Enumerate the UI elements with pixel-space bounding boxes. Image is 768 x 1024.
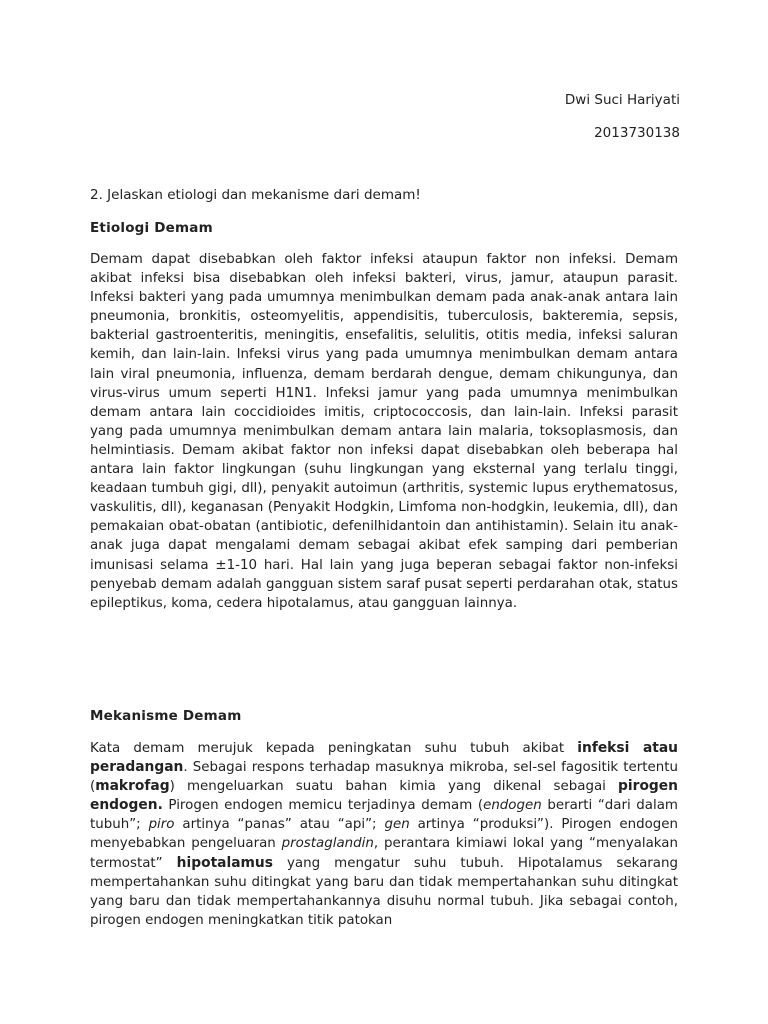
mekanisme-text: Kata demam merujuk kepada peningkatan suhu tubuh akibat bbox=[90, 741, 578, 756]
mekanisme-italic-piro: piro bbox=[148, 817, 175, 833]
mekanisme-text: artinya “produksi”). Pirogen endogen menyebabkan pengeluaran bbox=[90, 817, 679, 852]
mekanisme-italic-endogen: endogen bbox=[483, 798, 542, 814]
mekanisme-bold-pirogen: pirogen endogen. bbox=[90, 778, 678, 814]
student-id: 2013730138 bbox=[594, 125, 680, 141]
mekanisme-bold-hipotalamus: hipotalamus bbox=[176, 854, 273, 871]
author-name: Dwi Suci Hariyati bbox=[564, 92, 680, 108]
mekanisme-text: yang mengatur suhu tubuh. Hipotalamus sekarang mempertahankan suhu ditingkat yang baru dan tidak mempertahankan suhu ditingkat yang baru dan tidak mempertahankannya disuhu normal tubuh. Jika sebagai contoh, pirogen endogen meningkatkan titik patokan bbox=[90, 855, 678, 928]
mekanisme-heading: Mekanisme Demam bbox=[90, 708, 242, 724]
mekanisme-text: berarti “dari dalam tubuh”; bbox=[90, 798, 678, 833]
etiologi-paragraph: Demam dapat disebabkan oleh faktor infeksi ataupun faktor non infeksi. Demam akibat infeksi bisa disebabkan oleh infeksi bakteri, virus, jamur, ataupun parasit. Infeksi bakteri yang pada umumnya menimbulkan demam pada anak-anak antara lain pneumonia, bronkitis, osteomyelitis, appendisitis, tuberculosis, bakteremia, sepsis, bakterial gastroenteritis, meningitis, ensefalitis, selulitis, otitis media, infeksi saluran kemih, dan lain-lain. Infeksi virus yang pada umumnya menimbulkan demam antara lain viral pneumonia, influenza, demam berdarah dengue, demam chikungunya, dan virus-virus umum seperti H1N1. Infeksi jamur yang pada umumnya menimbulkan demam antara lain coccidioides imitis, criptococcosis, dan lain-lain. Infeksi parasit yang pada umumnya menimbulkan demam antara lain malaria, toksoplasmosis, dan helmintiasis. Demam akibat faktor non infeksi dapat disebabkan oleh beberapa hal antara lain faktor lingkungan (suhu lingkungan yang eksternal yang terlalu tinggi, keadaan tumbuh gigi, dll), penyakit autoimun (arthritis, systemic lupus erythematosus, vaskulitis, dll), keganasan (Penyakit Hodgkin, Limfoma non-hodgkin, leukemia, dll), dan pemakaian obat-obatan (antibiotic, defenilhidantoin dan antihistamin). Selain itu anak-anak juga dapat mengalami demam sebagai akibat efek samping dari pemberian imunisasi selama ±1-10 hari. Hal lain yang juga beperan sebagai faktor non-infeksi penyebab demam adalah gangguan sistem saraf pusat seperti perdarahan otak, status epileptikus, koma, cedera hipotalamus, atau gangguan lainnya. bbox=[90, 252, 678, 611]
etiologi-heading: Etiologi Demam bbox=[90, 220, 213, 236]
mekanisme-text: ) mengeluarkan suatu bahan kimia yang dikenal sebagai bbox=[169, 779, 619, 795]
mekanisme-bold-infeksi: infeksi atau peradangan bbox=[90, 740, 678, 776]
mekanisme-text: , perantara kimiawi lokal yang “menyalakan termostat” bbox=[90, 836, 678, 871]
mekanisme-text: . Sebagai respons terhadap masuknya mikroba, sel-sel fagositik tertentu ( bbox=[90, 760, 678, 795]
mekanisme-paragraph bbox=[90, 739, 678, 930]
mekanisme-text: artinya “panas” atau “api”; bbox=[174, 817, 385, 833]
mekanisme-italic-prostaglandin: prostaglandin bbox=[281, 836, 374, 852]
mekanisme-bold-makrofag: makrofag bbox=[95, 778, 170, 795]
question-text: 2. Jelaskan etiologi dan mekanisme dari demam! bbox=[90, 187, 421, 203]
mekanisme-text: Pirogen endogen memicu terjadinya demam ( bbox=[162, 798, 484, 814]
mekanisme-italic-gen: gen bbox=[384, 817, 410, 833]
